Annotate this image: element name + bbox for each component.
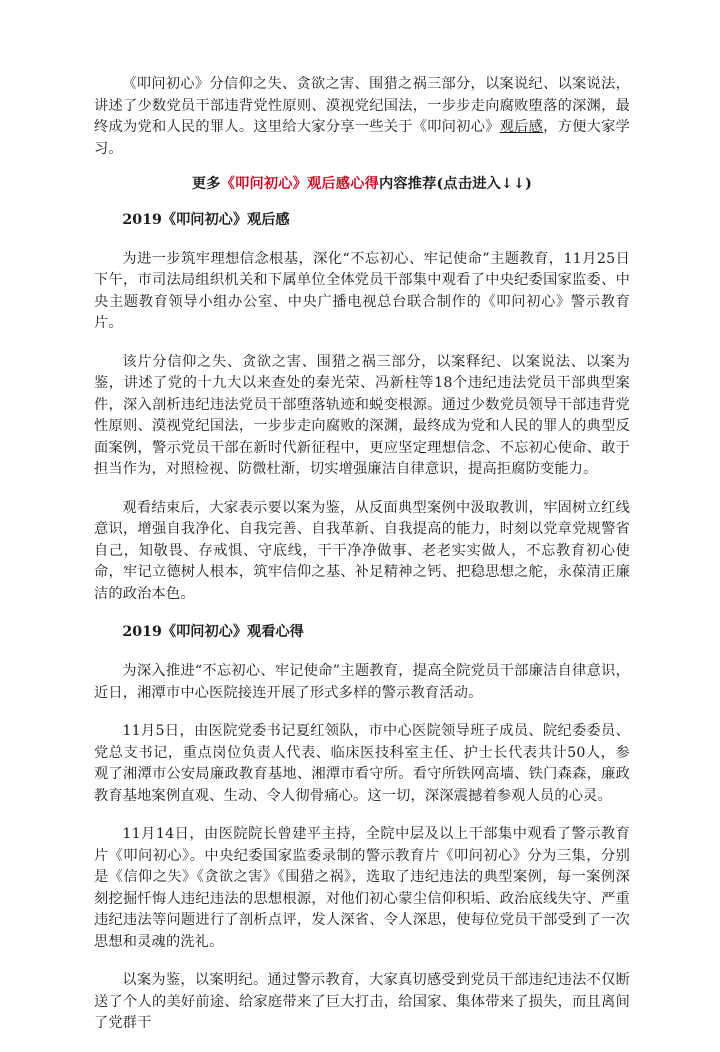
intro-paragraph: [94, 74, 630, 160]
recommend-highlight: 《叩问初心》观后感心得: [220, 176, 379, 192]
section-2-title: 2019《叩问初心》观看心得: [122, 624, 304, 640]
recommend-suffix: 内容推荐(点击进入↓↓): [378, 176, 533, 192]
section-1-title: 2019《叩问初心》观后感: [122, 211, 290, 228]
section-1-paragraph: 为进一步筑牢理想信念根基，深化“不忘初心、牢记使命”主题教育，11月25日下午，市司法局组织机关和下属单位全体党员干部集中观看了中央纪委国家监委、中央主题教育领导小组办公室、中央广播电视总台联合制作的《叩问初心》警示教育片。: [94, 250, 630, 331]
intro-text-b: ，方便大家学习。: [94, 119, 630, 157]
section-2-paragraph: 为深入推进“不忘初心、牢记使命”主题教育，提高全院党员干部廉洁自律意识，近日，湘潭市中心医院接连开展了形式多样的警示教育活动。: [94, 663, 630, 701]
section-2-paragraph: 11月5日，由医院党委书记夏红领队，市中心医院领导班子成员、院纪委委员、党总支书记，重点岗位负责人代表、临床医技科室主任、护士长代表共计50人，参观了湘潭市公安局廉政教育基地、湘潭市看守所。看守所铁网高墙、铁门森森，廉政教育基地案例直观、生动、令人彻骨痛心。这一切，深深震撼着参观人员的心灵。: [94, 723, 630, 804]
section-1-paragraph: 观看结束后，大家表示要以案为鉴，从反面典型案例中汲取教训，牢固树立红线意识，增强自我净化、自我完善、自我革新、自我提高的能力，时刻以党章党规警省自己，知敬畏、存戒惧、守底线，干干净净做事、老老实实做人，不忘教育初心使命，牢记立德树人根本，筑牢信仰之基、补足精神之钙、把稳思想之舵，永葆清正廉洁的政治本色。: [94, 499, 630, 602]
section-2-paragraph: 以案为鉴，以案明纪。通过警示教育，大家真切感受到党员干部违纪违法不仅断送了个人的美好前途、给家庭带来了巨大打击，给国家、集体带来了损失，而且离间了党群干: [94, 972, 630, 1031]
section-1-paragraph: 该片分信仰之失、贪欲之害、围猎之祸三部分，以案释纪、以案说法、以案为鉴，讲述了党的十九大以来查处的秦光荣、冯新柱等18个违纪违法党员干部典型案件，深入剖析违纪违法党员干部堕落轨迹和蜕变根源。通过少数党员领导干部违背党性原则、漠视党纪国法，一步步走向腐败的深渊，最终成为党和人民的罪人的典型反面案例，警示党员干部在新时代新征程中，更应坚定理想信念、不忘初心使命、敢于担当作为，对照检视、防微杜渐，切实增强廉洁自律意识，提高拒腐防变能力。: [94, 353, 630, 477]
document-page: [94, 74, 630, 1052]
section-2-paragraph: 11月14日，由医院院长曾建平主持，全院中层及以上干部集中观看了警示教育片《叩问初心》。中央纪委国家监委录制的警示教育片《叩问初心》分为三集，分别是《信仰之失》《贪欲之害》《围猎之祸》，选取了违纪违法的典型案例，每一案例深刻挖掘忏悔人违纪违法的思想根源，对他们初心蒙尘信仰积垢、政治底线失守、严重违纪违法等问题进行了剖析点评，发人深省、令人深思，使每位党员干部受到了一次思想和灵魂的洗礼。: [94, 826, 630, 950]
intro-text-a: 《叩问初心》分信仰之失、贪欲之害、围猎之祸三部分，以案说纪、以案说法，讲述了少数党员干部违背党性原则、漠视党纪国法，一步步走向腐败堕落的深渊，最终成为党和人民的罪人。这里给大家分享一些关于《叩问初心》: [94, 76, 630, 135]
recommend-prefix: 更多: [191, 176, 221, 192]
review-link[interactable]: 观后感: [499, 119, 544, 135]
recommend-link[interactable]: [94, 174, 630, 196]
